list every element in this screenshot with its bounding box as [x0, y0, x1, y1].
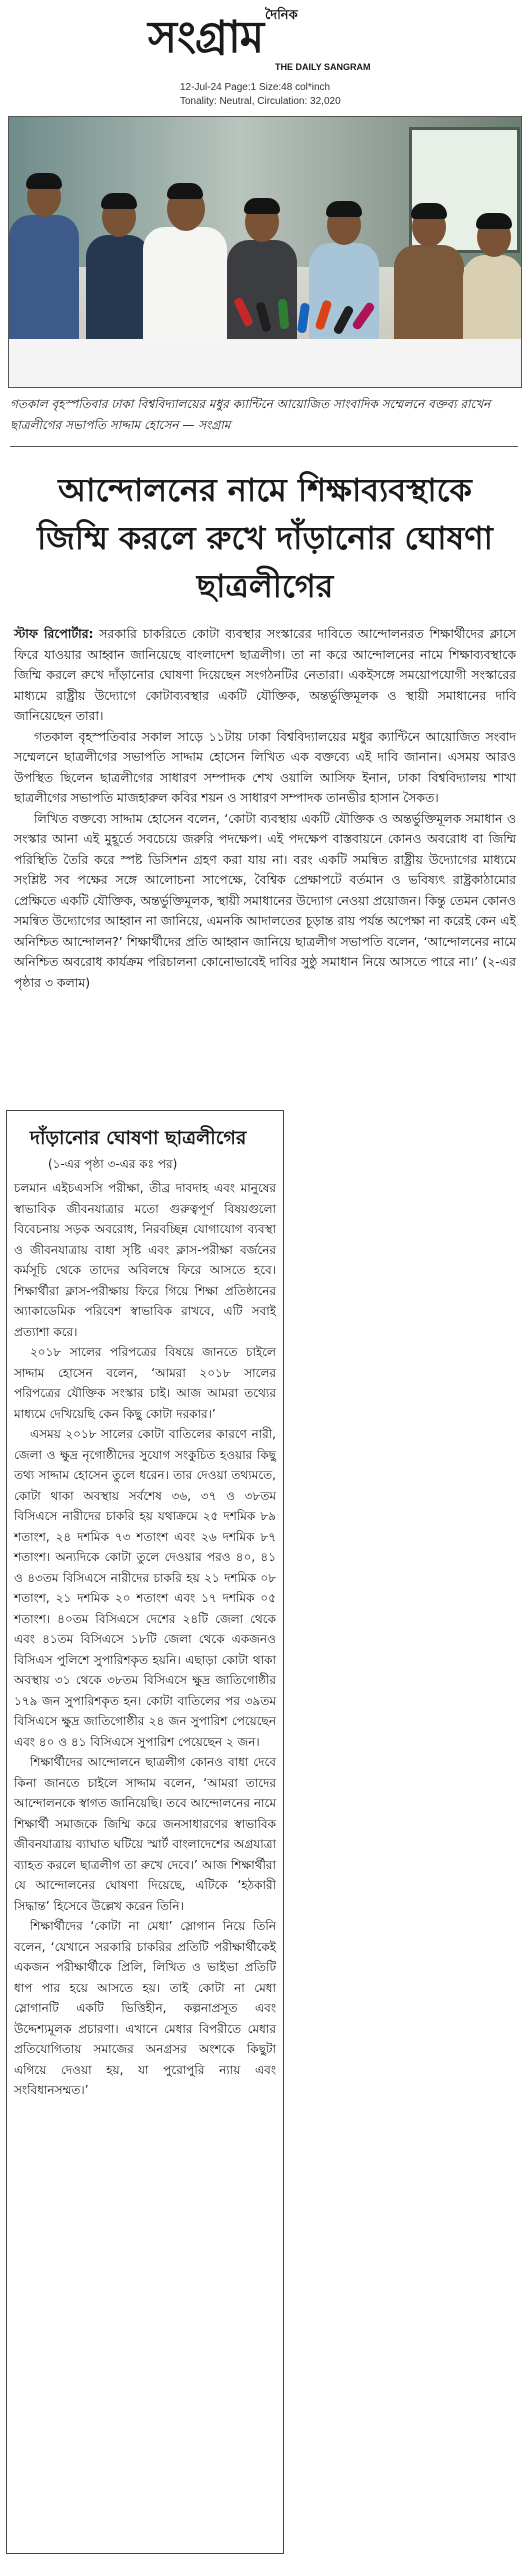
continuation-paragraph: এসময় ২০১৮ সালের কোটা বাতিলের কারণে নারী, জেলা ও ক্ষুদ্র নৃগোষ্ঠীদের সুযোগ সংকুচিত হওয়ার কিছু তথ্য সাদ্দাম হোসেন তুলে ধরেন। তার দেওয়া তথ্যমতে, কোটা থাকা অবস্থায় সর্বশেষ ৩৬, ৩৭ ও ৩৮তম বিসিএসে নারীদের চাকরি হয় যথাক্রমে ২৫ দশমিক ৮৯ শতাংশ, ২৪ দশমিক ৭৩ শতাংশ এবং ২৬ দশমিক ৮৭ শতাংশ। অন্যদিকে কোটা তুলে দেওয়ার পরও ৪০, ৪১ ও ৪৩তম বিসিএসে নারীদের চাকরি হয় ২১ দশমিক ০৮ শতাংশ, ২১ দশমিক ২০ শতাংশ এবং ১৭ দশমিক ০৫ শতাংশ। ৪০তম বিসিএসে দেশের ২৪টি জেলা থেকে এবং ৪১তম বিসিএসে ১৮টি জেলা থেকে একজনও বিসিএস পুলিশে সুপারিশকৃত হয়নি। এছাড়া কোটা থাকা অবস্থায় ৩১ থেকে ৩৮তম বিসিএসে ক্ষুদ্র জাতিগোষ্ঠীর ১৭৯ জন সুপারিশকৃত হন। কোটা বাতিলের পর ৩৯তম বিসিএসে ক্ষুদ্র জাতিগোষ্ঠীর ২৪ জন সুপারিশ পেয়েছেন এবং ৪০ ও ৪১ বিসিএসে সুপারিশ পেয়েছেন ২ জন। [14, 1427, 276, 1749]
photo-caption: গতকাল বৃহস্পতিবার ঢাকা বিশ্ববিদ্যালয়ের মধুর ক্যান্টিনে আয়োজিত সাংবাদিক সম্মেলনে বক্তব্য রাখেন ছাত্রলীগের সভাপতি সাদ্দাম হোসেন — সংগ্রাম [10, 397, 491, 432]
press-conference-photo [8, 116, 522, 388]
divider [10, 446, 518, 447]
continuation-paragraph: শিক্ষার্থীদের আন্দোলনে ছাত্রলীগ কোনও বাধা দেবে কিনা জানতে চাইলে সাদ্দাম বলেন, ‘আমরা তাদের আন্দোলনকে স্বাগত জানিয়েছি। তবে আন্দোলনের নামে শিক্ষার্থী সমাজকে জিম্মি করে জনসাধারণের স্বাভাবিক জীবনযাত্রায় ব্যাঘাত ঘটিয়ে স্মার্ট বাংলাদেশের অগ্রযাত্রা ব্যাহত করলে ছাত্রলীগ তা রুখে দেবে।’ আজ শিক্ষার্থীরা যে আন্দোলনের ঘোষণা দিয়েছে, এটিকে ‘হঠকারী সিদ্ধান্ত’ হিসেবে উল্লেখ করেন তিনি। [14, 1755, 276, 1913]
masthead-kicker: দৈনিক [265, 8, 298, 23]
lead-paragraph: গতকাল বৃহস্পতিবার সকাল সাড়ে ১১টায় ঢাকা বিশ্ববিদ্যালয়ের মধুর ক্যান্টিনে আয়োজিত সংবাদ সম্মেলনে ছাত্রলীগের সভাপতি সাদ্দাম হোসেন লিখিত এক বক্তব্যে এই দাবি জানান। এসময় আরও উপস্থিত ছিলেন ছাত্রলীগের সাধারণ সম্পাদক শেখ ওয়ালি আসিফ ইনান, ঢাকা বিশ্ববিদ্যালয় শাখা ছাত্রলীগের সভাপতি মাজহারুল কবির শয়ন ও সাধারণ সম্পাদক তানভীর হাসান সৈকত। [14, 728, 516, 805]
continuation-title: দাঁড়ানোর ঘোষণা ছাত্রলীগের [30, 1127, 247, 1149]
continuation-body [14, 1178, 276, 2101]
byline: স্টাফ রিপোর্টার: [14, 626, 94, 641]
clipping-info: 12-Jul-24 Page:1 Size:48 col*inch [180, 82, 331, 93]
lead-paragraph [14, 624, 516, 727]
continuation-source: (১-এর পৃষ্ঠা ৩-এর কঃ পর) [48, 1157, 178, 1171]
clipping-tonality: Tonality: Neutral, Circulation: 32,020 [180, 96, 341, 107]
lead-paragraph-text: সরকারি চাকরিতে কোটা ব্যবস্থার সংস্কারের দাবিতে আন্দোলনরত শিক্ষার্থীদের ক্লাসে ফিরে যাওয়ার আহ্বান জানিয়েছে বাংলাদেশ ছাত্রলীগ। তা না করে আন্দোলনের নামে শিক্ষাব্যবস্থাকে জিম্মি করলে রুখে দাঁড়ানোর ঘোষণা দিয়েছেন সংগঠনটির নেতারা। একইসঙ্গে সময়োপযোগী সংস্কারের মাধ্যমে রাষ্ট্রীয় উদ্যোগে কোটাব্যবস্থার একটি যৌক্তিক, অন্তর্ভুক্তিমূলক ও স্থায়ী সমাধানের দাবি জানিয়েছেন তারা। [14, 626, 516, 723]
continuation-paragraph: চলমান এইচএসসি পরীক্ষা, তীব্র দাবদাহ এবং মানুষের স্বাভাবিক জীবনযাত্রার মতো গুরুত্বপূর্ণ বিষয়গুলো বিবেচনায় সড়ক অবরোধ, নিরবচ্ছিন্ন যোগাযোগ ব্যবস্থা ও জীবনযাত্রায় বাধা সৃষ্টি এবং ক্লাস-পরীক্ষা বর্জনের কর্মসূচি থেকে তাদের অবিলম্বে ফিরে আসতে হবে। শিক্ষার্থীরা ক্লাস-পরীক্ষায় ফিরে গিয়ে শিক্ষা প্রতিষ্ঠানের অ্যাকাডেমিক পরিবেশ স্বাভাবিক রাখবে, এটি সবাই প্রত্যাশা করে। [14, 1181, 276, 1339]
newspaper-logo: সংগ্রাম [148, 12, 264, 63]
continuation-paragraph: ২০১৮ সালের পরিপত্রের বিষয়ে জানতে চাইলে সাদ্দাম হোসেন বলেন, ‘আমরা ২০১৮ সালের পরিপত্রের যৌক্তিক সংস্কার চাই। আজ আমরা তথ্যের মাধ্যমে দেখিয়েছি কেন কিছু কোটা দরকার।’ [14, 1345, 276, 1421]
newspaper-english-name: THE DAILY SANGRAM [275, 62, 371, 72]
lead-paragraph: লিখিত বক্তব্যে সাদ্দাম হোসেন বলেন, ‘কোটা ব্যবস্থায় একটি যৌক্তিক ও অন্তর্ভুক্তিমূলক সমাধান ও সংস্কার আনা এই মুহূর্তে সবচেয়ে জরুরি পদক্ষেপ। এই পদক্ষেপ বাস্তবায়নে কোনও অবরোধ বা জিম্মি পরিস্থিতি তৈরি করে স্পষ্ট ডিসিশন গ্রহণ করা যায় না। বরং একটি সমন্বিত রাষ্ট্রীয় উদ্যোগের মাধ্যমে সংশ্লিষ্ট সব পক্ষের সঙ্গে আলোচনা সাপেক্ষে, বৈশ্বিক প্রেক্ষাপটে বর্তমান ও ভবিষ্যৎ রাষ্ট্রকাঠামোর প্রেক্ষিতে একটি যৌক্তিক, অন্তর্ভুক্তিমূলক, স্থায়ী সমাধানের উদ্যোগ নেওয়া প্রয়োজন। কিন্তু তেমন কোনও সমন্বিত উদ্যোগের আহ্বান না জানিয়ে, এমনকি আদালতের চূড়ান্ত রায় পর্যন্ত অপেক্ষা না করেই কেন এই অনিশ্চিত আন্দোলন?’ শিক্ষার্থীদের প্রতি আহ্বান জানিয়ে ছাত্রলীগ সভাপতি বলেন, ‘আন্দোলনের নামে অনিশ্চিত অবরোধ কার্যক্রম পরিচালনা কোনোভাবেই দাবির সুষ্ঠু সমাধান নিয়ে আসতে পারে না।’ (২-এর পৃষ্ঠার ৩ কলাম) [14, 810, 516, 990]
lead-article [14, 624, 516, 993]
headline: আন্দোলনের নামে শিক্ষাব্যবস্থাকে জিম্মি করলে রুখে দাঁড়ানোর ঘোষণা ছাত্রলীগের [37, 471, 493, 605]
masthead [0, 0, 528, 110]
continuation-paragraph: শিক্ষার্থীদের ‘কোটা না মেধা’ স্লোগান নিয়ে তিনি বলেন, ‘যেখানে সরকারি চাকরির প্রতিটি পরীক্ষার্থীকেই একজন পরীক্ষার্থীকে প্রিলি, লিখিত ও ভাইভা প্রতিটি ধাপ পার হয়ে আসতে হয়। তাই কোটা না মেধা স্লোগানটি একটি ভিত্তিহীন, কল্পনাপ্রসূত এবং উদ্দেশ্যমূলক প্রচারণা। এখানে মেধার বিপরীতে মেধার প্রতিযোগিতায় সমাজের অনগ্রসর অংশকে কিছুটা এগিয়ে দেওয়া হয়, যা পুরোপুরি ন্যায় এবং সংবিধানসম্মত।’ [14, 1919, 276, 2097]
press-table [9, 339, 521, 387]
